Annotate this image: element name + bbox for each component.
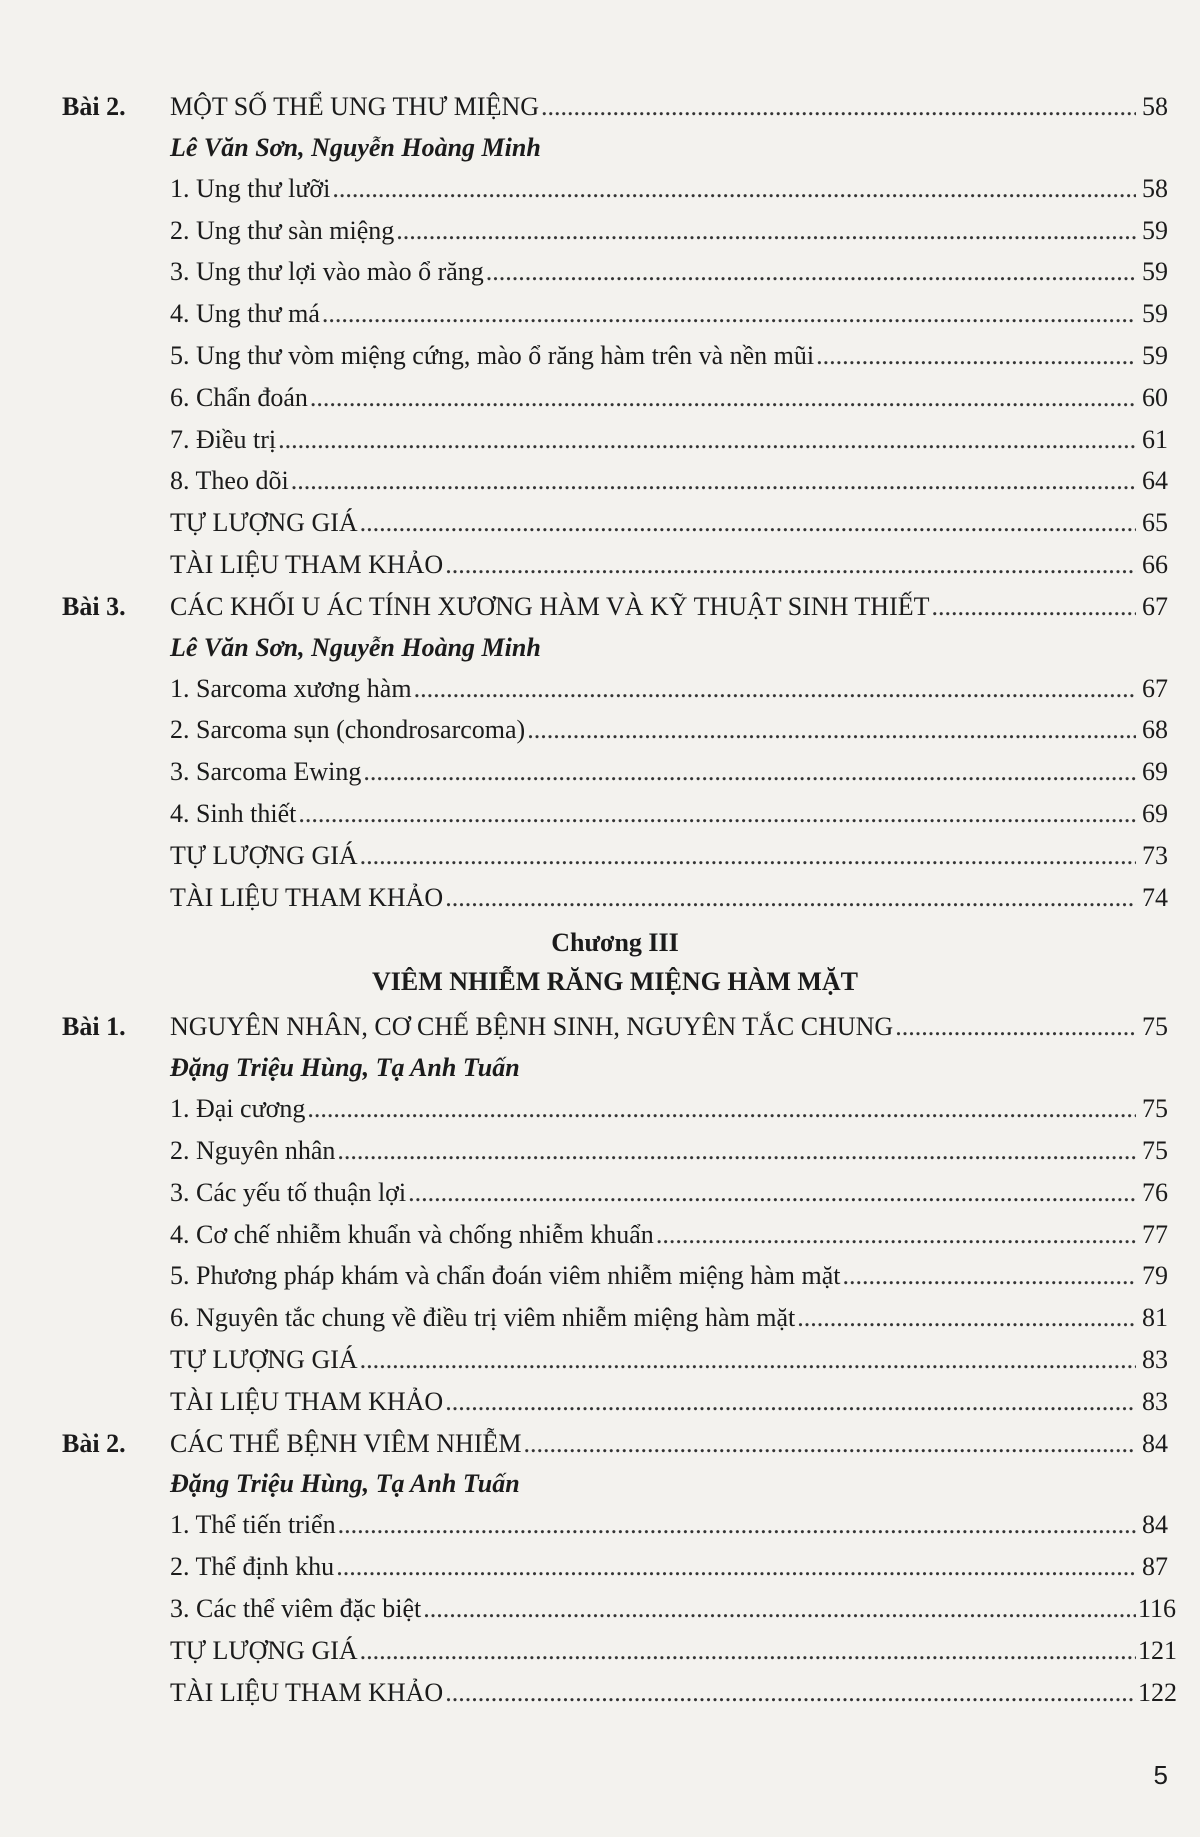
entry-title: 5. Ung thư vòm miệng cứng, mào ổ răng hàm trên và nền mũi (170, 340, 815, 370)
page-number: 76 (1142, 1177, 1168, 1207)
lesson-block (62, 1006, 1168, 1422)
dot-leader (445, 544, 1136, 586)
page-number: 64 (1142, 466, 1168, 496)
lesson-label: Bài 2. (62, 92, 126, 121)
dot-leader (931, 586, 1136, 628)
entry-title: 3. Ung thư lợi vào mào ổ răng (170, 257, 484, 287)
entry-title: 1. Thể tiến triển (170, 1510, 336, 1540)
page-number: 75 (1142, 1135, 1168, 1165)
entry-title: 7. Điều trị (170, 424, 277, 454)
page-number: 75 (1142, 1012, 1168, 1042)
page-number: 59 (1142, 257, 1168, 287)
dot-leader (541, 86, 1136, 128)
entry-title: 2. Thể định khu (170, 1552, 335, 1582)
lesson-authors: Đặng Triệu Hùng, Tạ Anh Tuấn (170, 1469, 520, 1499)
dot-leader (332, 168, 1136, 210)
dot-leader (486, 251, 1136, 293)
toc-entry (62, 751, 1168, 793)
lesson-title: CÁC THỂ BỆNH VIÊM NHIỄM (170, 1428, 522, 1458)
toc-entry (62, 1255, 1168, 1297)
toc-entry (62, 1088, 1168, 1130)
author-row (62, 128, 1168, 168)
entry-title: 4. Cơ chế nhiễm khuẩn và chống nhiễm khuẩn (170, 1219, 654, 1249)
page-number: 69 (1142, 757, 1168, 787)
page-number: 59 (1142, 340, 1168, 370)
dot-leader (298, 793, 1136, 835)
author-row (62, 1464, 1168, 1504)
toc-entry (62, 293, 1168, 335)
entry-title: TỰ LƯỢNG GIÁ (170, 1344, 358, 1374)
dot-leader (656, 1214, 1136, 1256)
entry-title: 3. Sarcoma Ewing (170, 757, 362, 787)
page-number: 59 (1142, 299, 1168, 329)
lesson-label: Bài 3. (62, 591, 126, 621)
toc-entry (62, 335, 1168, 377)
entry-title: 1. Đại cương (170, 1094, 306, 1124)
dot-leader (307, 1088, 1136, 1130)
page-number: 83 (1142, 1386, 1168, 1416)
lesson-block (62, 86, 1168, 586)
toc-entry (62, 210, 1168, 252)
dot-leader (895, 1006, 1136, 1048)
page-number: 116 (1138, 1593, 1177, 1623)
dot-leader (445, 1381, 1136, 1423)
dot-leader (337, 1130, 1136, 1172)
toc-entry (62, 835, 1168, 877)
lesson-heading-row (62, 586, 1168, 628)
dot-leader (816, 335, 1136, 377)
toc-entry (62, 1214, 1168, 1256)
entry-title: 4. Ung thư má (170, 299, 320, 329)
entry-title: 2. Nguyên nhân (170, 1135, 336, 1165)
toc-entry (62, 1504, 1168, 1546)
toc-entry (62, 502, 1168, 544)
dot-leader (322, 293, 1136, 335)
toc-entry (62, 460, 1168, 502)
dot-leader (414, 668, 1136, 710)
dot-leader (360, 502, 1136, 544)
entry-title: 1. Ung thư lưỡi (170, 173, 331, 203)
toc-entry (62, 1546, 1168, 1588)
author-row (62, 628, 1168, 668)
dot-leader (797, 1297, 1136, 1339)
entry-title: 5. Phương pháp khám và chẩn đoán viêm nhiễm miệng hàm mặt (170, 1261, 841, 1291)
lesson-label: Bài 1. (62, 1012, 126, 1042)
entry-title: 2. Sarcoma sụn (chondrosarcoma) (170, 715, 526, 745)
toc-entry (62, 1630, 1177, 1672)
dot-leader (310, 377, 1136, 419)
entry-title: 3. Các thể viêm đặc biệt (170, 1593, 422, 1623)
dot-leader (408, 1172, 1136, 1214)
lesson-authors: Lê Văn Sơn, Nguyễn Hoàng Minh (170, 632, 541, 662)
lesson-heading-row (62, 86, 1168, 128)
page-number: 67 (1142, 591, 1168, 621)
dot-leader (396, 210, 1136, 252)
page-number: 87 (1142, 1552, 1168, 1582)
dot-leader (338, 1504, 1136, 1546)
page-number: 59 (1142, 215, 1168, 245)
page-number: 81 (1142, 1303, 1168, 1333)
chapter-label: Chương III (551, 928, 679, 958)
dot-leader (278, 419, 1136, 461)
toc-entry (62, 877, 1168, 919)
lesson-label: Bài 2. (62, 1428, 126, 1458)
lesson-title: MỘT SỐ THỂ UNG THƯ MIỆNG (170, 92, 540, 121)
page-number: 121 (1138, 1635, 1177, 1665)
page-number: 84 (1142, 1510, 1168, 1540)
entry-title: 6. Nguyên tắc chung về điều trị viêm nhiễm miệng hàm mặt (170, 1303, 796, 1333)
page-number: 67 (1142, 673, 1168, 703)
toc-entry (62, 1381, 1168, 1423)
chapter-title: VIÊM NHIỄM RĂNG MIỆNG HÀM MẶT (371, 967, 859, 997)
page-number: 84 (1142, 1428, 1168, 1458)
entry-title: TÀI LIỆU THAM KHẢO (170, 1386, 444, 1416)
dot-leader (363, 751, 1136, 793)
page-number: 122 (1138, 1677, 1177, 1707)
dot-leader (842, 1255, 1136, 1297)
entry-title: 3. Các yếu tố thuận lợi (170, 1177, 407, 1207)
entry-title: 2. Ung thư sàn miệng (170, 215, 395, 245)
lesson-heading-row (62, 1423, 1168, 1465)
toc-entry (62, 1130, 1168, 1172)
dot-leader (360, 835, 1136, 877)
page-number: 69 (1142, 798, 1168, 828)
page-number: 68 (1142, 715, 1168, 745)
toc-entry (62, 709, 1168, 751)
page-number: 58 (1142, 173, 1168, 203)
lesson-heading-row (62, 1006, 1168, 1048)
dot-leader (336, 1546, 1136, 1588)
entry-title: TÀI LIỆU THAM KHẢO (170, 882, 444, 912)
dot-leader (360, 1630, 1136, 1672)
footer-page-number: 5 (1153, 1760, 1168, 1790)
entry-title: TÀI LIỆU THAM KHẢO (170, 549, 444, 579)
dot-leader (445, 877, 1136, 919)
toc-entry (62, 544, 1168, 586)
lesson-title: NGUYÊN NHÂN, CƠ CHẾ BỆNH SINH, NGUYÊN TẮC CHUNG (170, 1012, 894, 1042)
entry-title: 1. Sarcoma xương hàm (170, 673, 412, 703)
toc-entry (62, 168, 1168, 210)
entry-title: 4. Sinh thiết (170, 798, 297, 828)
dot-leader (423, 1588, 1136, 1630)
page-number: 73 (1142, 840, 1168, 870)
dot-leader (291, 460, 1136, 502)
page-number: 74 (1142, 882, 1168, 912)
page-number: 77 (1142, 1219, 1168, 1249)
entry-title: TỰ LƯỢNG GIÁ (170, 840, 358, 870)
toc-entry (62, 1672, 1177, 1714)
dot-leader (523, 1423, 1136, 1465)
toc-entry (62, 419, 1168, 461)
toc-entry (62, 251, 1168, 293)
dot-leader (527, 709, 1136, 751)
toc-entry (62, 1588, 1177, 1630)
entry-title: TỰ LƯỢNG GIÁ (170, 508, 358, 538)
page-number: 79 (1142, 1261, 1168, 1291)
page-number: 75 (1142, 1094, 1168, 1124)
entry-title: TỰ LƯỢNG GIÁ (170, 1635, 358, 1665)
lesson-authors: Đặng Triệu Hùng, Tạ Anh Tuấn (170, 1053, 520, 1083)
page-number: 60 (1142, 382, 1168, 412)
lesson-block (62, 586, 1168, 919)
page-number: 83 (1142, 1344, 1168, 1374)
page-number: 61 (1142, 424, 1168, 454)
entry-title: 8. Theo dõi (170, 466, 289, 496)
page-number: 66 (1142, 549, 1168, 579)
page-number: 58 (1142, 92, 1168, 121)
toc-entry (62, 1297, 1168, 1339)
entry-title: 6. Chẩn đoán (170, 382, 308, 412)
lesson-title: CÁC KHỐI U ÁC TÍNH XƯƠNG HÀM VÀ KỸ THUẬT SINH THIẾT (170, 591, 930, 621)
page-number: 65 (1142, 508, 1168, 538)
table-of-contents (62, 86, 1177, 1713)
toc-entry (62, 1172, 1168, 1214)
toc-entry (62, 377, 1168, 419)
author-row (62, 1048, 1168, 1088)
toc-entry (62, 793, 1168, 835)
dot-leader (360, 1339, 1136, 1381)
entry-title: TÀI LIỆU THAM KHẢO (170, 1677, 444, 1707)
lesson-authors: Lê Văn Sơn, Nguyễn Hoàng Minh (170, 132, 541, 162)
toc-entry (62, 668, 1168, 710)
lesson-block (62, 1423, 1177, 1714)
toc-entry (62, 1339, 1168, 1381)
dot-leader (445, 1672, 1136, 1714)
